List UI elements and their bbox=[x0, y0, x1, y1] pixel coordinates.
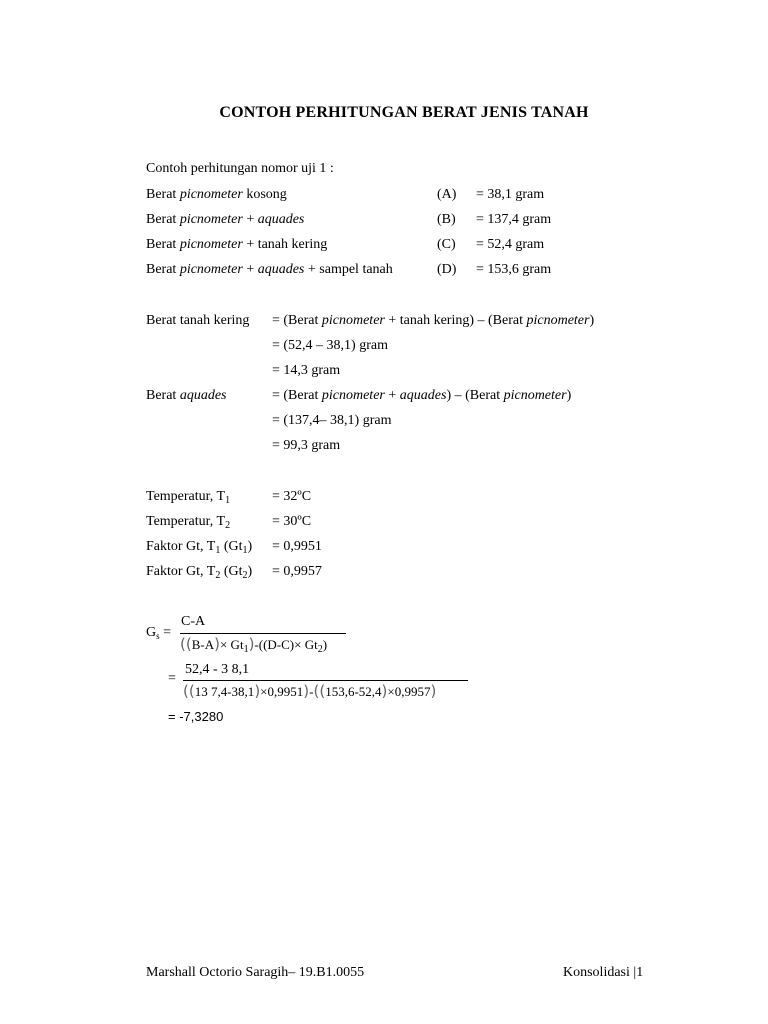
substitution-fraction-line bbox=[183, 680, 468, 681]
temperature-2-value: = 30ºC bbox=[272, 514, 312, 529]
temperature-2-label: Temperatur, $T_2$ bbox=[146, 514, 231, 531]
measurement-label: Berat picnometer + tanah kering bbox=[146, 237, 328, 252]
measurement-code: (D) bbox=[437, 262, 457, 277]
gs-denominator: $((B-A)\times Gt_1)-((D-C)\times Gt_2)$ bbox=[180, 635, 328, 655]
dry-soil-label: Berat tanah kering bbox=[146, 313, 250, 328]
footer-page-label: Konsolidasi |1 bbox=[563, 965, 644, 980]
measurement-code: (A) bbox=[437, 187, 457, 202]
measurement-value: = 52,4 gram bbox=[476, 237, 545, 252]
measurement-label: Berat picnometer + aquades + sampel tanah bbox=[146, 262, 393, 277]
measurement-code: (C) bbox=[437, 237, 456, 252]
dry-soil-formula: = (Berat picnometer + tanah kering) – (Berat picnometer) bbox=[272, 313, 595, 328]
gs-result: = -7,3280 bbox=[168, 709, 224, 724]
substitution-numerator: 52,4 - 3 8,1 bbox=[185, 662, 250, 677]
factor-gt2-label: Faktor Gt, $T_2$ $(Gt_2)$ bbox=[146, 564, 253, 581]
measurement-code: (B) bbox=[437, 212, 456, 227]
substitution-denominator: ((13 7,4-38,1)×0,9951)-((153,6-52,4)×0,9957) bbox=[183, 682, 437, 700]
intro-text: Contoh perhitungan nomor uji 1 : bbox=[146, 161, 334, 176]
aquades-result: = 99,3 gram bbox=[272, 438, 341, 453]
gs-numerator: C-A bbox=[181, 614, 206, 629]
measurement-value: = 137,4 gram bbox=[476, 212, 552, 227]
factor-gt2-value: = 0,9957 bbox=[272, 564, 322, 579]
dry-soil-substitution: = (52,4 – 38,1) gram bbox=[272, 338, 388, 353]
gs-fraction-line bbox=[180, 633, 346, 634]
temperature-1-value: = 32ºC bbox=[272, 489, 312, 504]
gs-symbol: $G_s$ = bbox=[146, 625, 172, 641]
temperature-1-label: Temperatur, $T_1$ bbox=[146, 489, 231, 506]
page-title: CONTOH PERHITUNGAN BERAT JENIS TANAH bbox=[219, 104, 589, 121]
factor-gt1-label: Faktor Gt, $T_1$ $(Gt_1)$ bbox=[146, 539, 253, 556]
measurement-value: = 38,1 gram bbox=[476, 187, 545, 202]
measurement-label: Berat picnometer + aquades bbox=[146, 212, 305, 227]
aquades-label: Berat aquades bbox=[146, 388, 227, 403]
aquades-formula: = (Berat picnometer + aquades) – (Berat picnometer) bbox=[272, 388, 572, 403]
substitution-equals: = bbox=[168, 671, 176, 686]
footer-author: Marshall Octorio Saragih– 19.B1.0055 bbox=[146, 965, 365, 980]
factor-gt1-value: = 0,9951 bbox=[272, 539, 322, 554]
measurement-label: Berat picnometer kosong bbox=[146, 187, 287, 202]
dry-soil-result: = 14,3 gram bbox=[272, 363, 341, 378]
aquades-substitution: = (137,4– 38,1) gram bbox=[272, 413, 392, 428]
measurement-value: = 153,6 gram bbox=[476, 262, 552, 277]
